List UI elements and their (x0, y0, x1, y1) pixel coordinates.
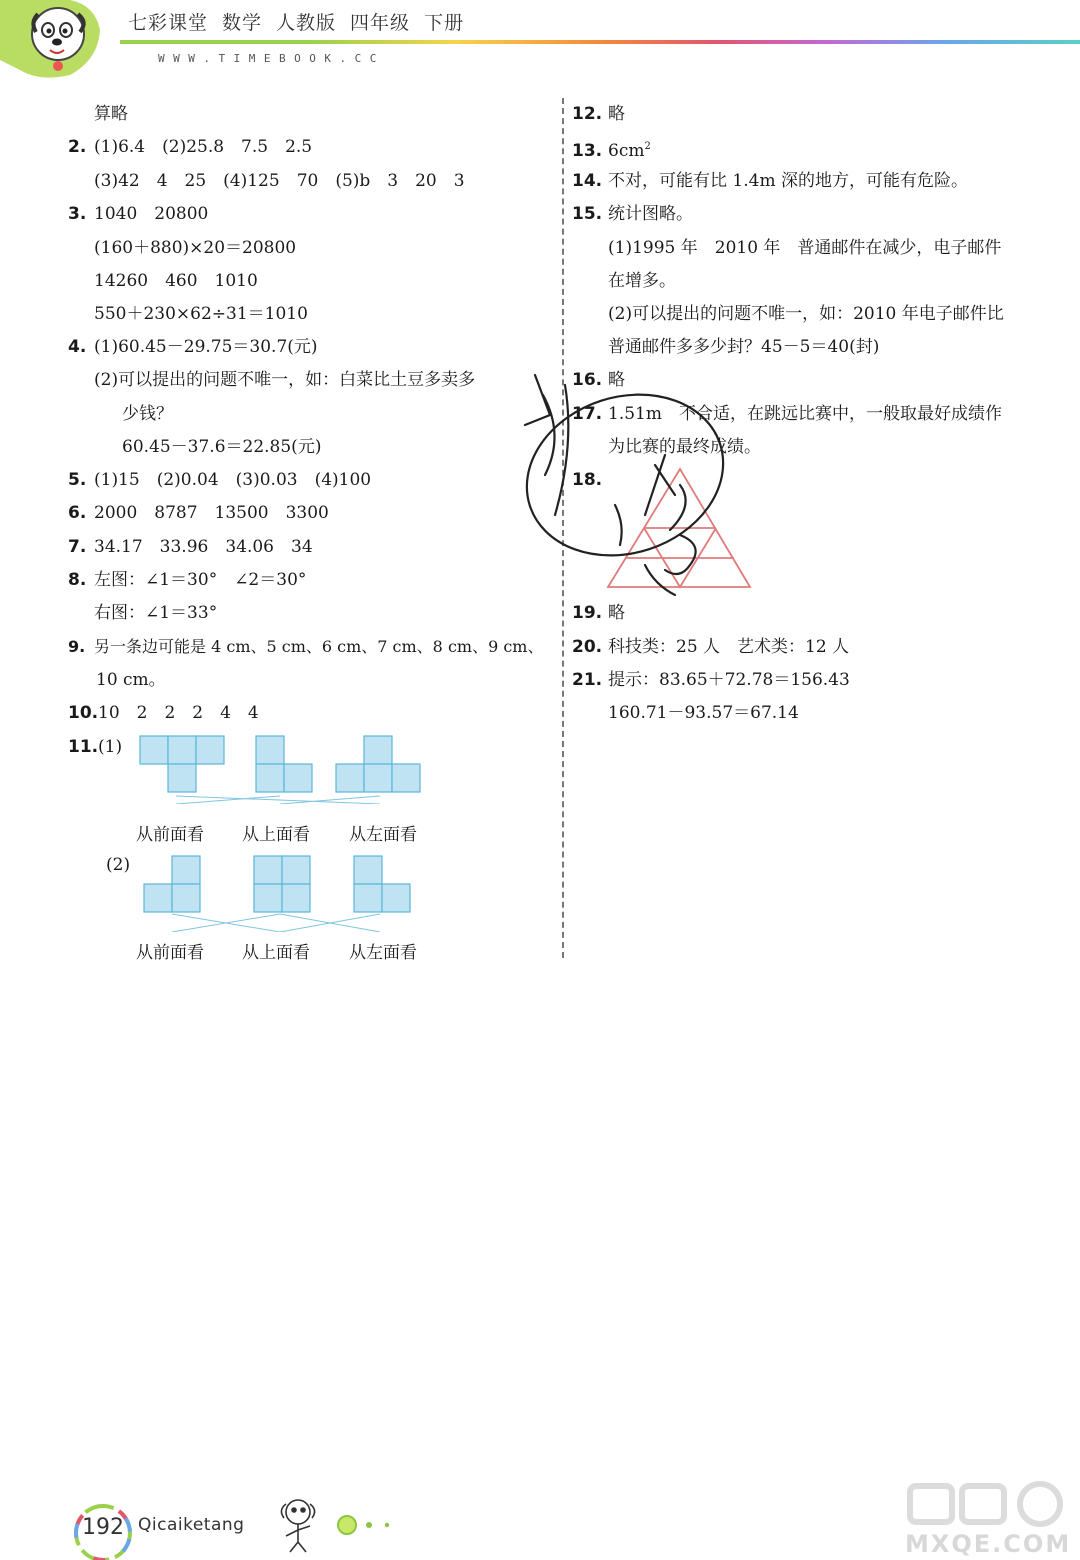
answer-line: 19. 略 (572, 603, 625, 623)
cube-square (140, 736, 168, 764)
cube-square (168, 764, 196, 792)
answer-line: 14260 460 1010 (94, 271, 258, 291)
view-label-top: 从上面看 (242, 825, 310, 845)
answer-line: (160＋880)×20＝20800 (94, 238, 297, 258)
q11-part2-views (130, 852, 430, 932)
answer-line: 4. (1)60.45－29.75＝30.7(元) (68, 337, 318, 357)
answer-line: (2)可以提出的问题不唯一，如：白菜比土豆多卖多 (94, 370, 476, 390)
answer-line: 8. 左图：∠1＝30° ∠2＝30° (68, 570, 307, 590)
answer-line: 在增多。 (608, 271, 676, 291)
question-number: 7. (68, 537, 87, 557)
question-number: 12. (572, 104, 603, 124)
question-number: 15. (572, 204, 603, 224)
question-number: 8. (68, 570, 87, 590)
cube-square (172, 884, 200, 912)
answer-line: (3)42 4 25 (4)125 70 (5)b 3 20 3 (94, 171, 465, 191)
answer-line: 16. 略 (572, 370, 625, 390)
question-number: 9. (68, 637, 86, 656)
header-grade: 四年级 (350, 12, 411, 34)
answer-line: 14. 不对，可能有比 1.4m 深的地方，可能有危险。 (572, 171, 968, 191)
answer-line: 160.71－93.57＝67.14 (608, 703, 799, 723)
question-number: 4. (68, 337, 87, 357)
rainbow-rule (120, 40, 1080, 44)
question-number: 3. (68, 204, 87, 224)
question-number: 19. (572, 603, 603, 623)
answer-line: 为比赛的最终成绩。 (608, 437, 761, 457)
cube-square (354, 856, 382, 884)
answer-line: 3. 1040 20800 (68, 204, 209, 224)
answer-line: 右图：∠1＝33° (94, 603, 218, 623)
q11-part1-views (130, 734, 430, 804)
answer-line: 2. (1)6.4 (2)25.8 7.5 2.5 (68, 137, 313, 157)
answer-line: 15. 统计图略。 (572, 204, 693, 224)
answer-line: 17. 1.51m 不合适，在跳远比赛中，一般取最好成绩作 (572, 404, 1002, 424)
question-number: 20. (572, 637, 603, 657)
question-number: 16. (572, 370, 603, 390)
answer-line: 算略 (94, 104, 128, 124)
answer-line: 普通邮件多多少封？45－5＝40(封) (608, 337, 880, 357)
header-series: 七彩课堂 (128, 12, 209, 34)
answer-line: 12. 略 (572, 104, 625, 124)
q11-part2-label: (2) (106, 855, 131, 875)
header-volume: 下册 (424, 12, 465, 34)
cube-square (382, 884, 410, 912)
answer-line: 60.45－37.6＝22.85(元) (122, 437, 322, 457)
header-title (128, 8, 478, 35)
cube-square (254, 856, 282, 884)
answer-line: (1)1995 年 2010 年 普通邮件在减少，电子邮件 (608, 238, 1002, 258)
question-number: 13. (572, 141, 603, 161)
cube-square (196, 736, 224, 764)
answer-line: 21. 提示：83.65＋72.78＝156.43 (572, 670, 850, 690)
view-label-front: 从前面看 (136, 825, 204, 845)
question-number: 2. (68, 137, 87, 157)
column-divider (562, 98, 564, 958)
question-number: 10. (68, 703, 99, 723)
cube-square (172, 856, 200, 884)
cube-square (168, 736, 196, 764)
cube-square (256, 764, 284, 792)
watermark-text: MXQE.COM (905, 1530, 1072, 1558)
cartoon-dog-icon (270, 1490, 330, 1556)
cube-square (282, 856, 310, 884)
cube-square (284, 764, 312, 792)
q18-triangle-figure (600, 465, 760, 593)
answer-line: 10 cm。 (96, 670, 166, 690)
question-number: 17. (572, 404, 603, 424)
answer-line: 9. 另一条边可能是 4 cm、5 cm、6 cm、7 cm、8 cm、9 cm、 (68, 637, 544, 656)
answer-line: 少钱？ (122, 404, 173, 424)
cube-square (364, 764, 392, 792)
view-label-top: 从上面看 (242, 943, 310, 963)
header-url: WWW.TIMEBOOK.CC (158, 52, 385, 65)
cube-square (336, 764, 364, 792)
view-label-left: 从左面看 (349, 825, 417, 845)
cube-square (364, 736, 392, 764)
cartoon-dog-logo (0, 0, 128, 78)
answer-line: 550＋230×62÷31＝1010 (94, 304, 308, 324)
question-number: 6. (68, 503, 87, 523)
answer-line: 11.(1) (68, 737, 123, 757)
answer-line: 13. $6cm^2$ (572, 141, 651, 161)
answer-line: (2)可以提出的问题不唯一，如：2010 年电子邮件比 (608, 304, 1004, 324)
cube-square (392, 764, 420, 792)
view-label-front: 从前面看 (136, 943, 204, 963)
view-label-left: 从左面看 (349, 943, 417, 963)
question-number: 11. (68, 737, 99, 757)
header-edition: 人教版 (276, 12, 337, 34)
cube-square (354, 884, 382, 912)
answer-line: 20. 科技类：25 人 艺术类：12 人 (572, 637, 850, 657)
header-subject: 数学 (222, 12, 263, 34)
question-number: 21. (572, 670, 603, 690)
question-number: 18. (572, 470, 603, 490)
answer-line: 5. (1)15 (2)0.04 (3)0.03 (4)100 (68, 470, 372, 490)
brand-name: Qicaiketang (138, 1515, 245, 1535)
question-number: 14. (572, 171, 603, 191)
answer-line: 6. 2000 8787 13500 3300 (68, 503, 329, 523)
decorative-dots (335, 1512, 405, 1538)
question-number: 5. (68, 470, 87, 490)
cube-square (256, 736, 284, 764)
cube-square (144, 884, 172, 912)
cube-square (254, 884, 282, 912)
answer-line: 7. 34.17 33.96 34.06 34 (68, 537, 313, 557)
answer-line: 10.10 2 2 2 4 4 (68, 703, 259, 723)
cube-square (282, 884, 310, 912)
page-number: 192 (82, 1515, 124, 1540)
